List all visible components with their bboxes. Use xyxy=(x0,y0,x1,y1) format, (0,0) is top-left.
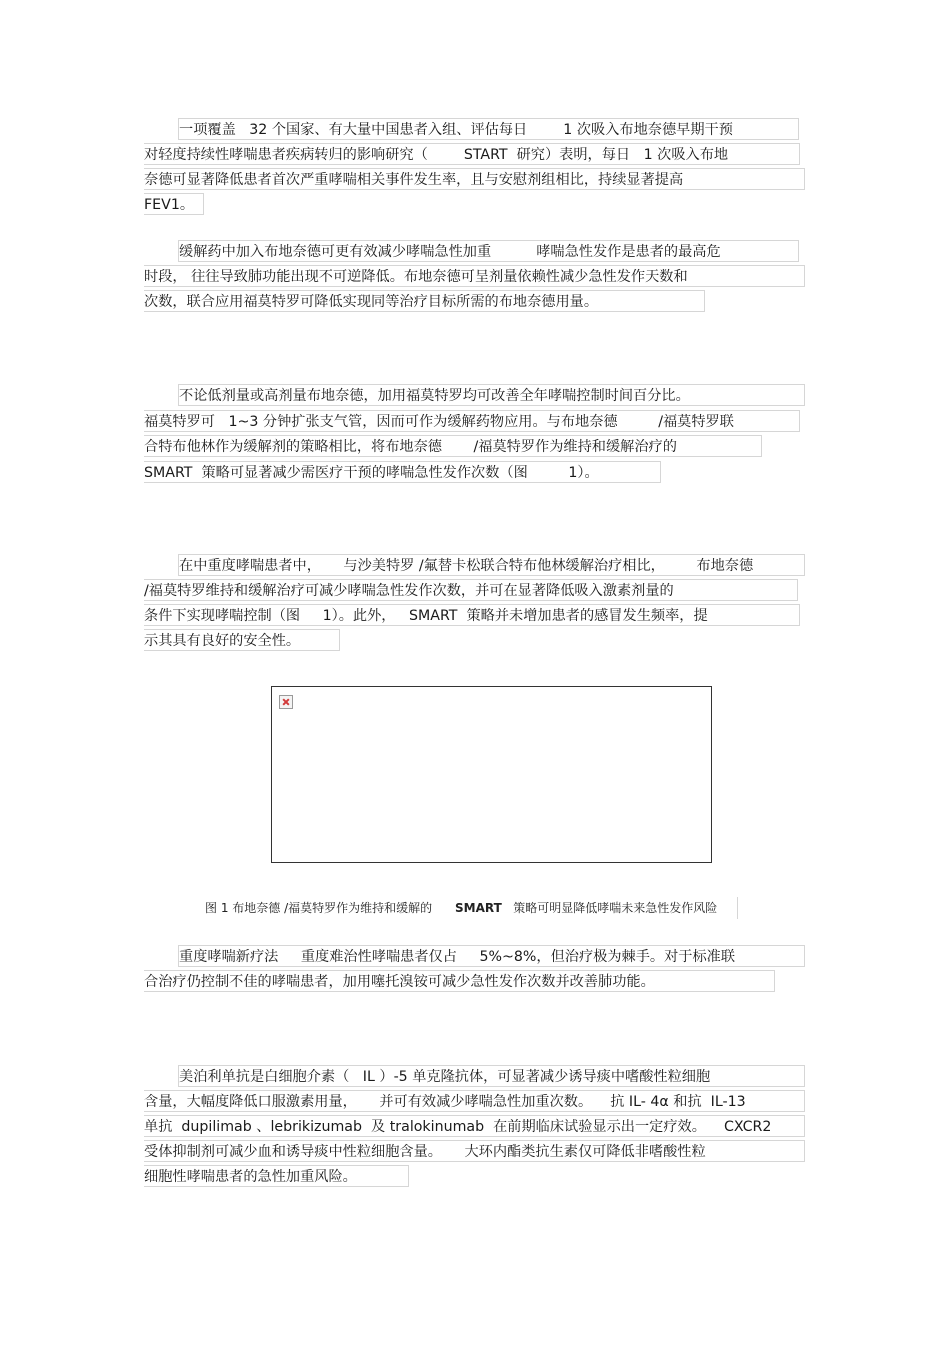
text-line: 不论低剂量或高剂量布地奈德，加用福莫特罗均可改善全年哮喘控制时间百分比。 xyxy=(178,384,805,406)
text-line: 美泊利单抗是白细胞介素（ IL ）-5 单克隆抗体，可显著减少诱导痰中嗜酸性粒细胞 xyxy=(178,1065,805,1087)
text-line: 次数，联合应用福莫特罗可降低实现同等治疗目标所需的布地奈德用量。 xyxy=(144,290,705,312)
text-line: 重度哮喘新疗法 重度难治性哮喘患者仅占 5%~8%，但治疗极为棘手。对于标准联 xyxy=(178,945,805,967)
text-line: 合治疗仍控制不佳的哮喘患者，加用噻托溴铵可减少急性发作次数并改善肺功能。 xyxy=(144,970,775,992)
text-line: 对轻度持续性哮喘患者疾病转归的影响研究（ START 研究）表明，每日 1 次吸入布地 xyxy=(144,143,800,165)
figure-placeholder xyxy=(271,686,712,863)
broken-image-icon xyxy=(279,695,293,709)
text-line: 奈德可显著降低患者首次严重哮喘相关事件发生率，且与安慰剂组相比，持续显著提高 xyxy=(144,168,805,190)
figure-caption xyxy=(205,897,738,919)
text-line: 细胞性哮喘患者的急性加重风险。 xyxy=(144,1165,409,1187)
text-line: 一项覆盖 32 个国家、有大量中国患者入组、评估每日 1 次吸入布地奈德早期干预 xyxy=(178,118,799,140)
text-line: FEV1。 xyxy=(144,193,204,215)
caption-smart: SMART xyxy=(455,901,502,915)
caption-suffix: 策略可明显降低哮喘未来急性发作风险 xyxy=(501,901,718,915)
text-line: 含量，大幅度降低口服激素用量， 并可有效减少哮喘急性加重次数。 抗 IL- 4α 和抗 IL-13 xyxy=(144,1090,805,1112)
text-line: /福莫特罗维持和缓解治疗可减少哮喘急性发作次数，并可在显著降低吸入激素剂量的 xyxy=(144,579,798,601)
text-line: 受体抑制剂可减少血和诱导痰中性粒细胞含量。 大环内酯类抗生素仅可降低非嗜酸性粒 xyxy=(144,1140,805,1162)
text-line: 示其具有良好的安全性。 xyxy=(144,629,340,651)
text-line: 合特布他林作为缓解剂的策略相比，将布地奈德 /福莫特罗作为维持和缓解治疗的 xyxy=(144,435,762,457)
text-line: SMART 策略可显著减少需医疗干预的哮喘急性发作次数（图 1）。 xyxy=(144,461,661,483)
text-line: 缓解药中加入布地奈德可更有效减少哮喘急性加重 哮喘急性发作是患者的最高危 xyxy=(178,240,799,262)
text-line: 条件下实现哮喘控制（图 1）。此外， SMART 策略并未增加患者的感冒发生频率，提 xyxy=(144,604,800,626)
caption-prefix: 图 1 布地奈德 /福莫特罗作为维持和缓解的 xyxy=(205,901,456,915)
text-line: 时段， 往往导致肺功能出现不可逆降低。布地奈德可呈剂量依赖性减少急性发作天数和 xyxy=(144,265,805,287)
text-line: 福莫特罗可 1~3 分钟扩张支气管，因而可作为缓解药物应用。与布地奈德 /福莫特罗联 xyxy=(144,410,800,432)
text-line: 在中重度哮喘患者中， 与沙美特罗 /氟替卡松联合特布他林缓解治疗相比， 布地奈德 xyxy=(178,554,805,576)
text-line: 单抗 dupilimab 、lebrikizumab 及 tralokinumab 在前期临床试验显示出一定疗效。 CXCR2 xyxy=(144,1115,805,1137)
